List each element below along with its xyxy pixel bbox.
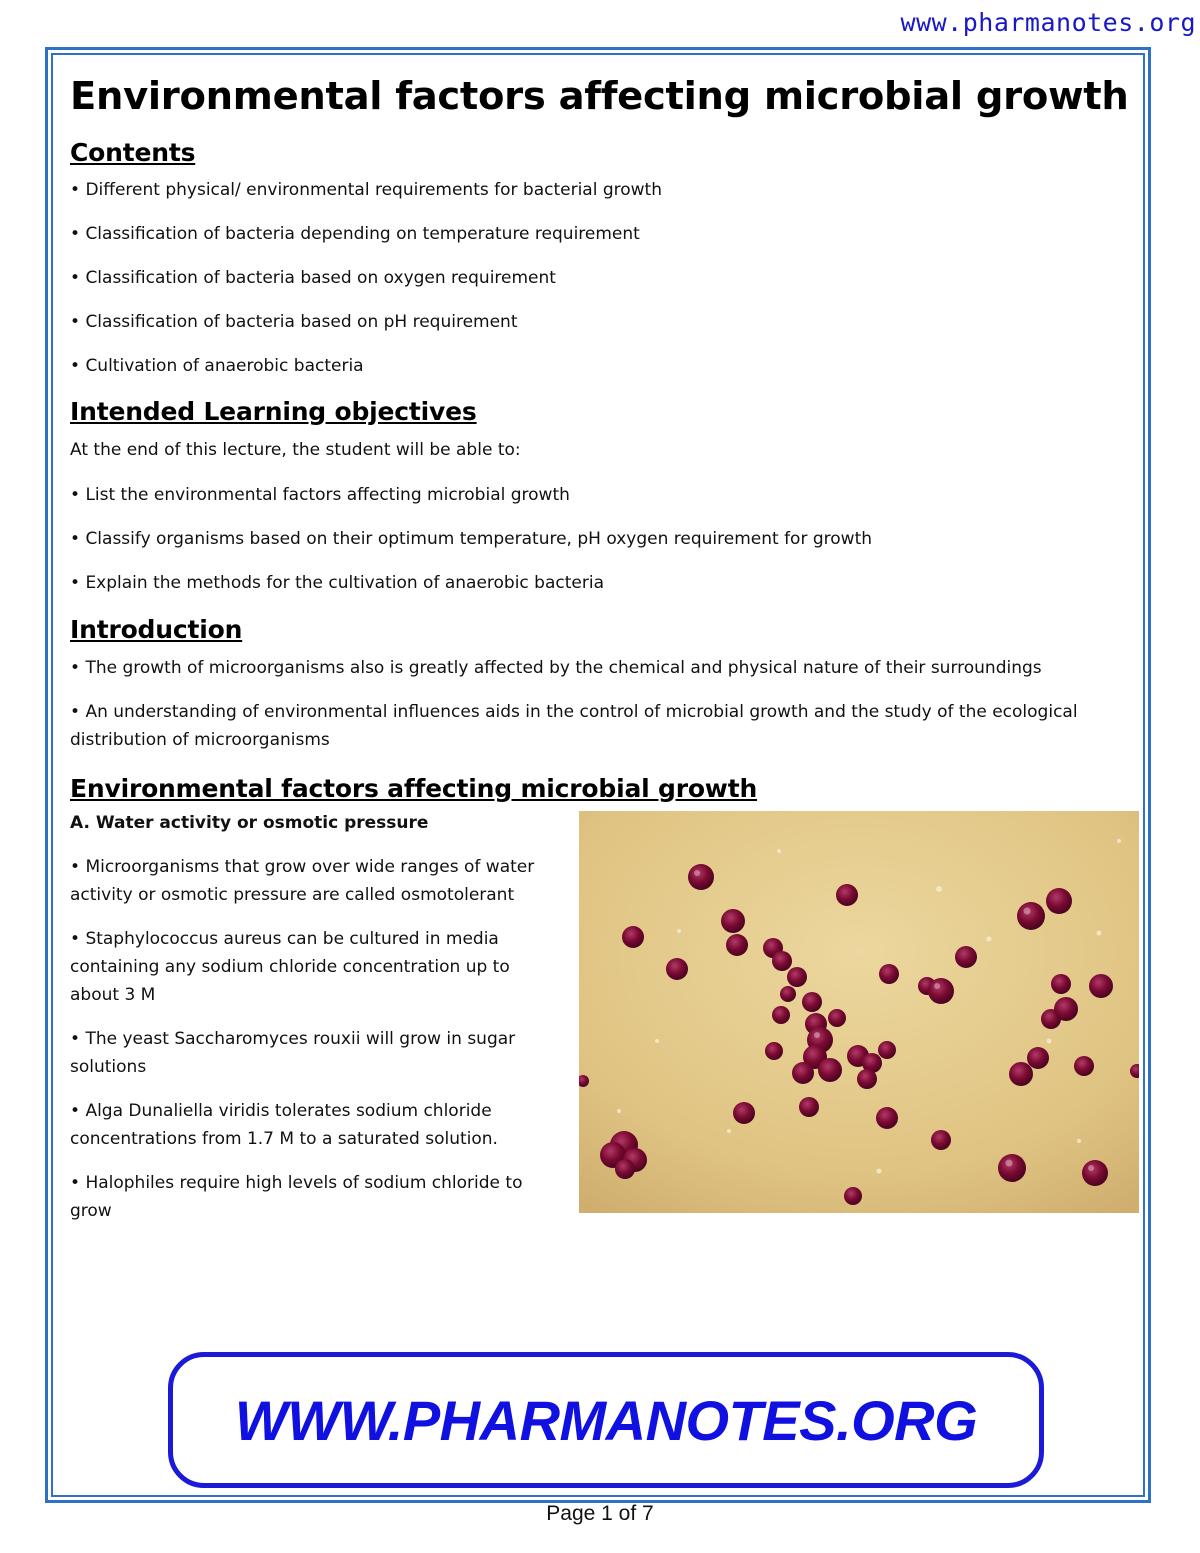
objectives-heading: Intended Learning objectives [70, 397, 477, 426]
factors-item: • Halophiles require high levels of sodium chloride to grow [70, 1169, 560, 1225]
page-number: Page 1 of 7 [546, 1502, 654, 1525]
pharmanotes-banner[interactable] [168, 1352, 1044, 1488]
factors-item: • The yeast Saccharomyces rouxii will grow in sugar solutions [70, 1025, 560, 1081]
contents-item: • Different physical/ environmental requirements for bacterial growth [70, 176, 1135, 204]
document-title: Environmental factors affecting microbial growth [70, 74, 1129, 119]
factors-section [70, 809, 1135, 1225]
contents-item: • Classification of bacteria based on pH requirement [70, 308, 1135, 336]
introduction-heading: Introduction [70, 615, 243, 644]
introduction-item: • An understanding of environmental influences aids in the control of microbial growth and the study of the ecological distribution of microorganisms [70, 698, 1135, 754]
contents-item: • Cultivation of anaerobic bacteria [70, 352, 1135, 380]
contents-item: • Classification of bacteria depending on temperature requirement [70, 220, 1135, 248]
contents-item: • Classification of bacteria based on oxygen requirement [70, 264, 1135, 292]
document-body [70, 74, 1135, 1225]
factors-subheading: A. Water activity or osmotic pressure [70, 813, 429, 833]
banner-text: WWW.PHARMANOTES.ORG [234, 1388, 978, 1452]
objectives-intro: At the end of this lecture, the student will be able to: [70, 440, 521, 460]
factors-text-column [70, 809, 560, 1225]
factors-item: • Alga Dunaliella viridis tolerates sodium chloride concentrations from 1.7 M to a saturated solution. [70, 1097, 560, 1153]
objectives-item: • Explain the methods for the cultivation of anaerobic bacteria [70, 569, 1135, 597]
header-url[interactable]: www.pharmanotes.org [900, 8, 1196, 37]
factors-heading: Environmental factors affecting microbial growth [70, 774, 758, 803]
objectives-item: • Classify organisms based on their optimum temperature, pH oxygen requirement for growth [70, 525, 1135, 553]
contents-heading: Contents [70, 138, 196, 167]
bacterial-colonies-photo [579, 811, 1139, 1213]
objectives-item: • List the environmental factors affecting microbial growth [70, 481, 1135, 509]
factors-item: • Staphylococcus aureus can be cultured in media containing any sodium chloride concentration up to about 3 M [70, 925, 560, 1009]
factors-item: • Microorganisms that grow over wide ranges of water activity or osmotic pressure are called osmotolerant [70, 853, 560, 909]
introduction-item: • The growth of microorganisms also is greatly affected by the chemical and physical nature of their surroundings [70, 654, 1135, 682]
